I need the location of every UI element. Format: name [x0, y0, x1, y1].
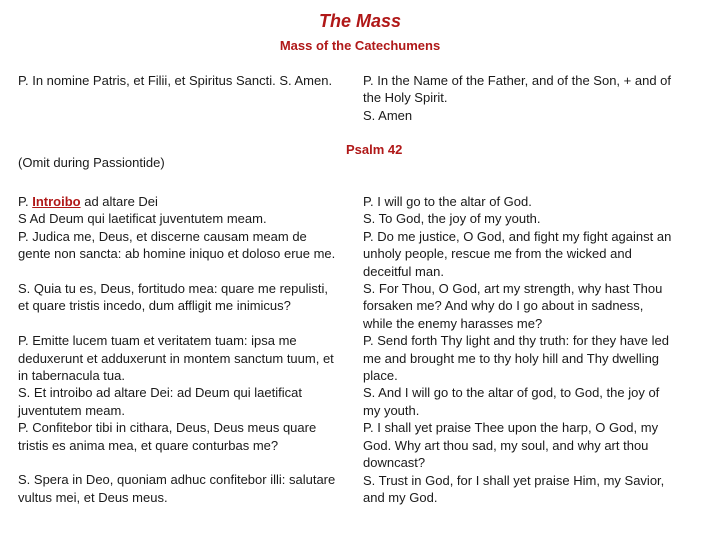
section-subtitle: Mass of the Catechumens: [279, 38, 441, 53]
latin-line: P. Judica me, Deus, et discerne causam meam de: [18, 228, 307, 244]
intro-english-line: P. In the Name of the Father, and of the Son, + and of: [363, 73, 672, 88]
english-line: P. Do me justice, O God, and fight my fight against an: [363, 228, 672, 244]
latin-line: P. Emitte lucem tuam et veritatem tuam: ipsa me: [18, 333, 297, 349]
latin-column: [18, 193, 360, 506]
latin-line: P. Confitebor tibi in cithara, Deus, Deus meus quare: [18, 420, 317, 436]
english-line: downcast?: [363, 455, 426, 471]
latin-line: S. Et introibo ad altare Dei: ad Deum qui laetificat: [18, 385, 302, 401]
english-line: forsaken me? And why do I go about in sadness,: [363, 298, 644, 314]
english-line: and my God.: [363, 489, 438, 505]
english-line: place.: [363, 368, 398, 384]
english-line: S. To God, the joy of my youth.: [363, 211, 541, 227]
english-line: God. Why art thou sad, my soul, and why art thou: [363, 437, 649, 453]
page-title: The Mass: [318, 11, 402, 31]
english-line: P. I will go to the altar of God.: [363, 194, 532, 209]
latin-line: vultus mei, et Deus meus.: [18, 489, 168, 505]
intro-english: [363, 72, 705, 124]
spacer: [18, 454, 360, 471]
latin-line: S. Quia tu es, Deus, fortitudo mea: quare me repulisti,: [18, 281, 328, 297]
english-line: P. I shall yet praise Thee upon the harp, O God, my: [363, 420, 659, 436]
intro-english-line: the Holy Spirit.: [363, 90, 448, 106]
english-line: deceitful man.: [363, 263, 444, 279]
english-line: S. Trust in God, for I shall yet praise Him, my Savior,: [363, 472, 665, 488]
english-column: [363, 193, 705, 506]
english-line: me and brought me to thy holy hill and Thy dwelling: [363, 350, 660, 366]
english-line: S. And I will go to the altar of god, to God, the joy of: [363, 385, 660, 401]
latin-line: gente non sancta: ab homine iniquo et doloso erue me.: [18, 246, 336, 262]
latin-line: et quare tristis incedo, dum affligit me inimicus?: [18, 298, 291, 314]
rubric-note: (Omit during Passiontide): [18, 155, 165, 170]
intro-latin: [18, 72, 360, 89]
english-line: S. For Thou, O God, art my strength, why hast Thou: [363, 281, 663, 297]
latin-line: [18, 193, 360, 210]
speaker-label: P.: [18, 194, 33, 209]
latin-line: in tabernacula tua.: [18, 368, 125, 384]
psalm-heading: Psalm 42: [346, 142, 403, 157]
latin-line: S. Spera in Deo, quoniam adhuc confitebor illi: salutare: [18, 472, 336, 488]
intro-latin-text: P. In nomine Patris, et Filii, et Spiritus Sancti. S. Amen.: [18, 73, 333, 88]
spacer: [18, 263, 360, 280]
english-line: while the enemy harasses me?: [363, 315, 543, 331]
english-line: P. Send forth Thy light and thy truth: for they have led: [363, 333, 669, 349]
spacer: [18, 315, 360, 332]
latin-line: deduxerunt et adduxerunt in montem sanctum tuum, et: [18, 350, 334, 366]
intro-english-line: S. Amen: [363, 107, 413, 123]
english-line: unholy people, rescue me from the wicked and: [363, 246, 632, 262]
english-line: my youth.: [363, 402, 420, 418]
introibo-link[interactable]: Introibo: [32, 194, 81, 209]
latin-line: juventutem meam.: [18, 402, 125, 418]
latin-line-rest: ad altare Dei: [80, 194, 158, 209]
latin-line: tristis es anima mea, et quare conturbas me?: [18, 437, 279, 453]
latin-line: S Ad Deum qui laetificat juventutem meam.: [18, 211, 267, 227]
